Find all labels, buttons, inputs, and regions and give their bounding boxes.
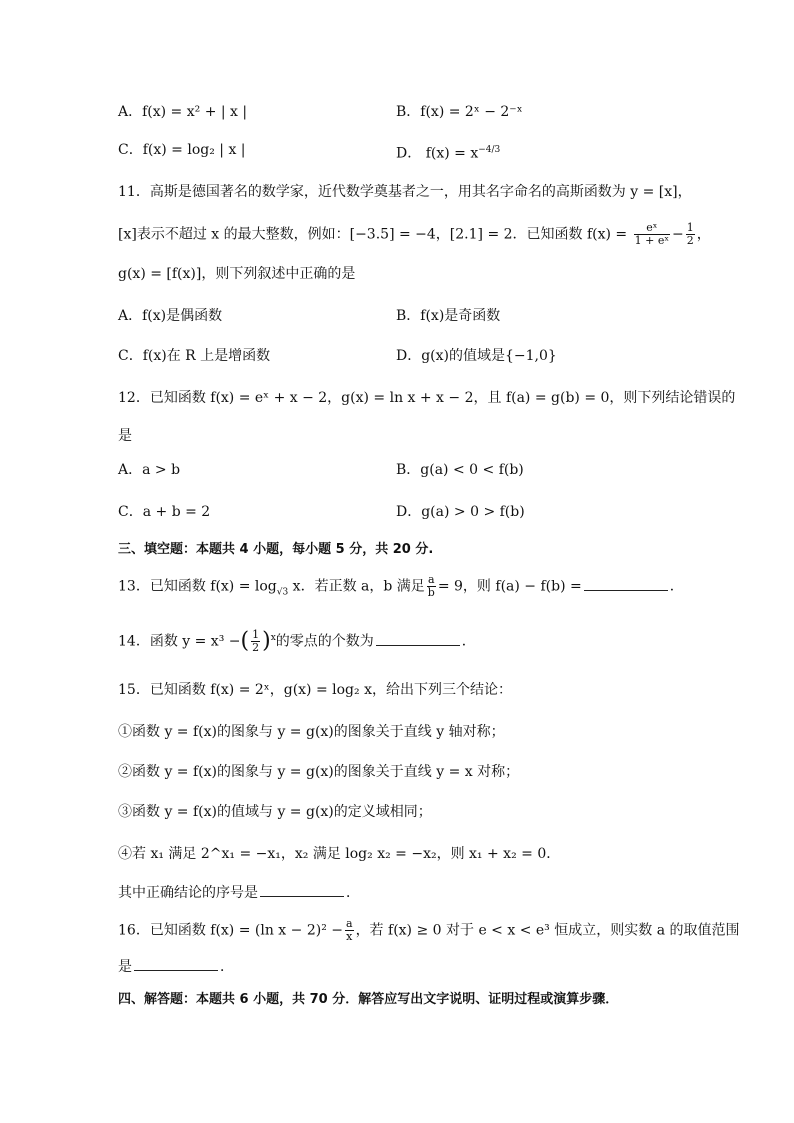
q12-option-d: D．g(a) > 0 > f(b) — [396, 504, 525, 520]
q11-option-c: C．f(x)在 R 上是增函数 — [118, 348, 271, 364]
q13-line: 13．已知函数 $f(x) = \log_{√3} x$．若正数 a，b 满足 $\frac{a}{b}$ = 9，则 f(a) − f(b) = ． — [118, 573, 684, 599]
q12-option-a: A．a > b — [118, 462, 181, 478]
q15-line-1: 15．已知函数 f(x) = 2ˣ，g(x) = log₂ x，给出下列三个结论： — [118, 682, 512, 698]
q11-fraction-2: $\frac{1}{2}$ — [686, 221, 694, 247]
q16-fraction: $\frac{a}{x}$ — [346, 917, 353, 943]
q12-line-2: 是 — [118, 428, 132, 444]
q16-line-2: 是 ． — [118, 956, 234, 977]
q12-option-c: C．a + b = 2 — [118, 504, 211, 520]
section-4-heading: 四、解答题：本题共 6 小题，共 70 分．解答应写出文字说明、证明过程或演算步骤． — [118, 992, 619, 1007]
q12-line-1: 12．已知函数 f(x) = eˣ + x − 2，g(x) = ln x + x − 2，且 f(a) = g(b) = 0，则下列结论错误的 — [118, 390, 736, 406]
q13-fraction: $\frac{a}{b}$ — [427, 573, 435, 599]
q14-answer-blank[interactable] — [376, 631, 460, 646]
q10-option-b: B．f(x) = 2ˣ − 2⁻ˣ — [396, 104, 523, 120]
q15-item-3: ③函数 y = f(x)的值域与 y = g(x)的定义域相同； — [118, 804, 432, 820]
q14-line: 14．函数 y = x³ −( $\frac{1}{2}$ )$^x$的零点的个数为 ． — [118, 628, 476, 655]
q10-option-d — [396, 140, 500, 164]
q13-log-base: √3 — [276, 587, 289, 598]
q13-answer-blank[interactable] — [584, 576, 668, 591]
section-3-heading: 三、填空题：本题共 4 小题，每小题 5 分，共 20 分. — [118, 542, 434, 557]
q11-line-3: g(x) = [f(x)]，则下列叙述中正确的是 — [118, 266, 356, 282]
q11-line-2-text: [x]表示不超过 x 的最大整数，例如：[−3.5] = −4，[2.1] = 2．已知函数 f(x) = — [118, 226, 628, 243]
q11-fraction-1: $\frac{\text{eˣ}}{\text{1 + eˣ}}$ — [634, 221, 670, 247]
q15-item-2: ②函数 y = f(x)的图象与 y = g(x)的图象关于直线 y = x 对称； — [118, 764, 520, 780]
q10-option-d-exponent: −4/3 — [478, 145, 501, 155]
q10-option-a: A．f(x) = x² + | x | — [118, 104, 248, 120]
q16-line-1: 16．已知函数 f(x) = (ln x − 2)² − $\frac{a}{x}$ ，若 f(x) ≥ 0 对于 e < x < e³ 恒成立，则实数 a 的取值范围 — [118, 917, 740, 943]
q15-answer-line: 其中正确结论的序号是 ． — [118, 882, 360, 903]
q15-item-1: ①函数 y = f(x)的图象与 y = g(x)的图象关于直线 y 轴对称； — [118, 724, 505, 740]
q10-option-d-label: D． — [396, 145, 422, 162]
q12-option-b: B．g(a) < 0 < f(b) — [396, 462, 524, 478]
q11-option-a: A．f(x)是偶函数 — [118, 308, 223, 324]
q15-answer-blank[interactable] — [260, 882, 344, 897]
q11-option-d: D．g(x)的值域是{−1,0} — [396, 348, 557, 364]
q11-line-2: [x]表示不超过 x 的最大整数，例如：[−3.5] = −4，[2.1] = 2．已知函数 f(x) = $\frac{\text{eˣ}}{\text{1 + eˣ}}$ − $\frac{1}{2}$ ， — [118, 221, 711, 247]
q10-option-c: C．f(x) = log₂ | x | — [118, 142, 246, 158]
q14-fraction: $\frac{1}{2}$ — [252, 628, 260, 655]
q15-item-4: ④若 x₁ 满足 2^x₁ = −x₁，x₂ 满足 log₂ x₂ = −x₂，则 x₁ + x₂ = 0． — [118, 846, 561, 862]
q11-option-b: B．f(x)是奇函数 — [396, 308, 501, 324]
q11-line-1: 11．高斯是德国著名的数学家，近代数学奠基者之一，用其名字命名的高斯函数为 y = [x]， — [118, 184, 692, 200]
q10-option-d-expr: f(x) = x — [425, 145, 479, 162]
q16-answer-blank[interactable] — [134, 956, 218, 971]
